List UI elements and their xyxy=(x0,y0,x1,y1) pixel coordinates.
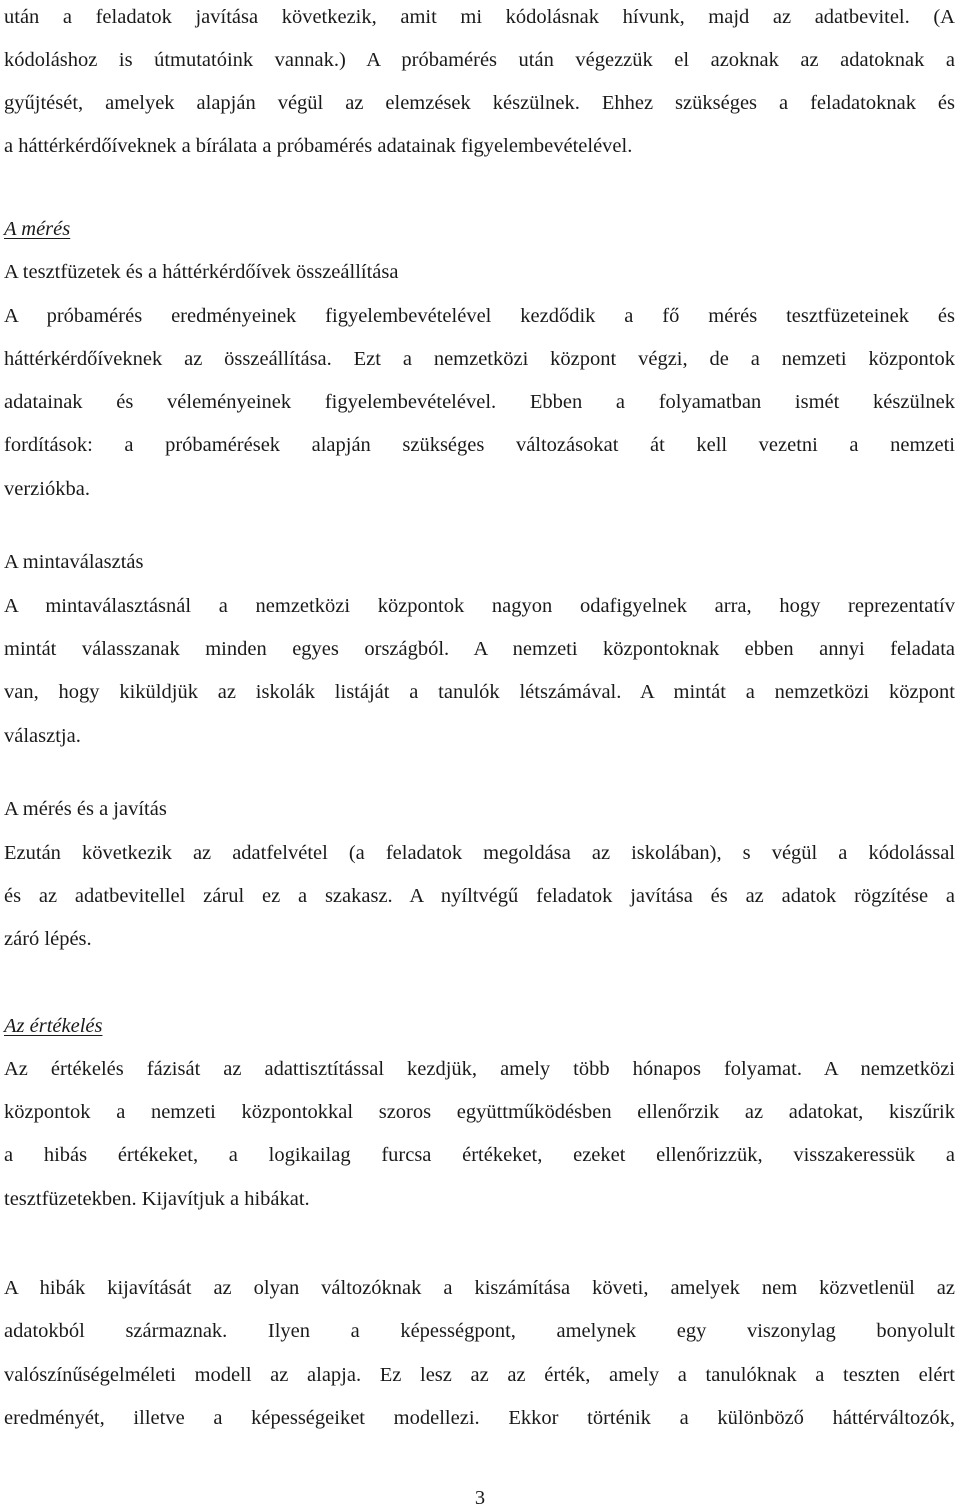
section-heading-ertekeles: Az értékelés xyxy=(4,1015,103,1037)
mintavalasztas-line-3: van, hogy kiküldjük az iskolák listáját a tanulók létszámával. A mintát a nemzetközi központ xyxy=(4,681,955,703)
intro-line-2: kódoláshoz is útmutatóink vannak.) A próbamérés után végezzük el azoknak az adatoknak a xyxy=(4,49,955,71)
page-number: 3 xyxy=(474,1487,486,1509)
intro-line-3: gyűjtését, amelyek alapján végül az elemzések készülnek. Ehhez szükséges a feladatoknak és xyxy=(4,92,955,114)
javitas-line-1: Ezután következik az adatfelvétel (a feladatok megoldása az iskolában), s végül a kódolással xyxy=(4,842,955,864)
ertekeles-line-4: tesztfüzetekben. Kijavítjuk a hibákat. xyxy=(4,1188,310,1210)
ertekeles-line-3: a hibás értékeket, a logikailag furcsa értékeket, ezeket ellenőrizzük, visszakeressük a xyxy=(4,1144,955,1166)
subheading-meres-javitas: A mérés és a javítás xyxy=(4,798,167,820)
subheading-mintavalasztas: A mintaválasztás xyxy=(4,551,144,573)
intro-line-4: a háttérkérdőíveknek a bírálata a próbamérés adatainak figyelembevételével. xyxy=(4,135,633,157)
javitas-line-3: záró lépés. xyxy=(4,928,92,950)
mintavalasztas-line-4: választja. xyxy=(4,725,81,747)
ertekeles-line-2: központok a nemzeti központokkal szoros együttműködésben ellenőrzik az adatokat, kiszűrik xyxy=(4,1101,955,1123)
mintavalasztas-line-2: mintát válasszanak minden egyes országból. A nemzeti központoknak ebben annyi feladata xyxy=(4,638,955,660)
mintavalasztas-line-1: A mintaválasztásnál a nemzetközi központok nagyon odafigyelnek arra, hogy reprezentatív xyxy=(4,595,955,617)
javitas-line-2: és az adatbevitellel zárul ez a szakasz. A nyíltvégű feladatok javítása és az adatok rögzítése a xyxy=(4,885,955,907)
meres-line-5: verziókba. xyxy=(4,478,90,500)
meres-line-1: A próbamérés eredményeinek figyelembevételével kezdődik a fő mérés tesztfüzeteinek és xyxy=(4,305,955,327)
hibak-line-1: A hibák kijavítását az olyan változóknak a kiszámítása követi, amelyek nem közvetlenül az xyxy=(4,1277,955,1299)
subheading-tesztfuzetek: A tesztfüzetek és a háttérkérdőívek összeállítása xyxy=(4,261,399,283)
hibak-line-4: eredményét, illetve a képességeiket modellezi. Ekkor történik a különböző háttérváltozók, xyxy=(4,1407,955,1429)
hibak-line-2: adatokból származnak. Ilyen a képességpont, amelynek egy viszonylag bonyolult xyxy=(4,1320,955,1342)
meres-line-4: fordítások: a próbamérések alapján szükséges változásokat át kell vezetni a nemzeti xyxy=(4,434,955,456)
intro-line-1: után a feladatok javítása következik, amit mi kódolásnak hívunk, majd az adatbevitel. (A xyxy=(4,6,955,28)
ertekeles-line-1: Az értékelés fázisát az adattisztítással kezdjük, amely több hónapos folyamat. A nemzetközi xyxy=(4,1058,955,1080)
hibak-line-3: valószínűségelméleti modell az alapja. Ez lesz az az érték, amely a tanulóknak a teszten elért xyxy=(4,1364,955,1386)
meres-line-3: adatainak és véleményeinek figyelembevételével. Ebben a folyamatban ismét készülnek xyxy=(4,391,955,413)
section-heading-meres: A mérés xyxy=(4,218,71,240)
meres-line-2: háttérkérdőíveknek az összeállítása. Ezt a nemzetközi központ végzi, de a nemzeti központok xyxy=(4,348,955,370)
